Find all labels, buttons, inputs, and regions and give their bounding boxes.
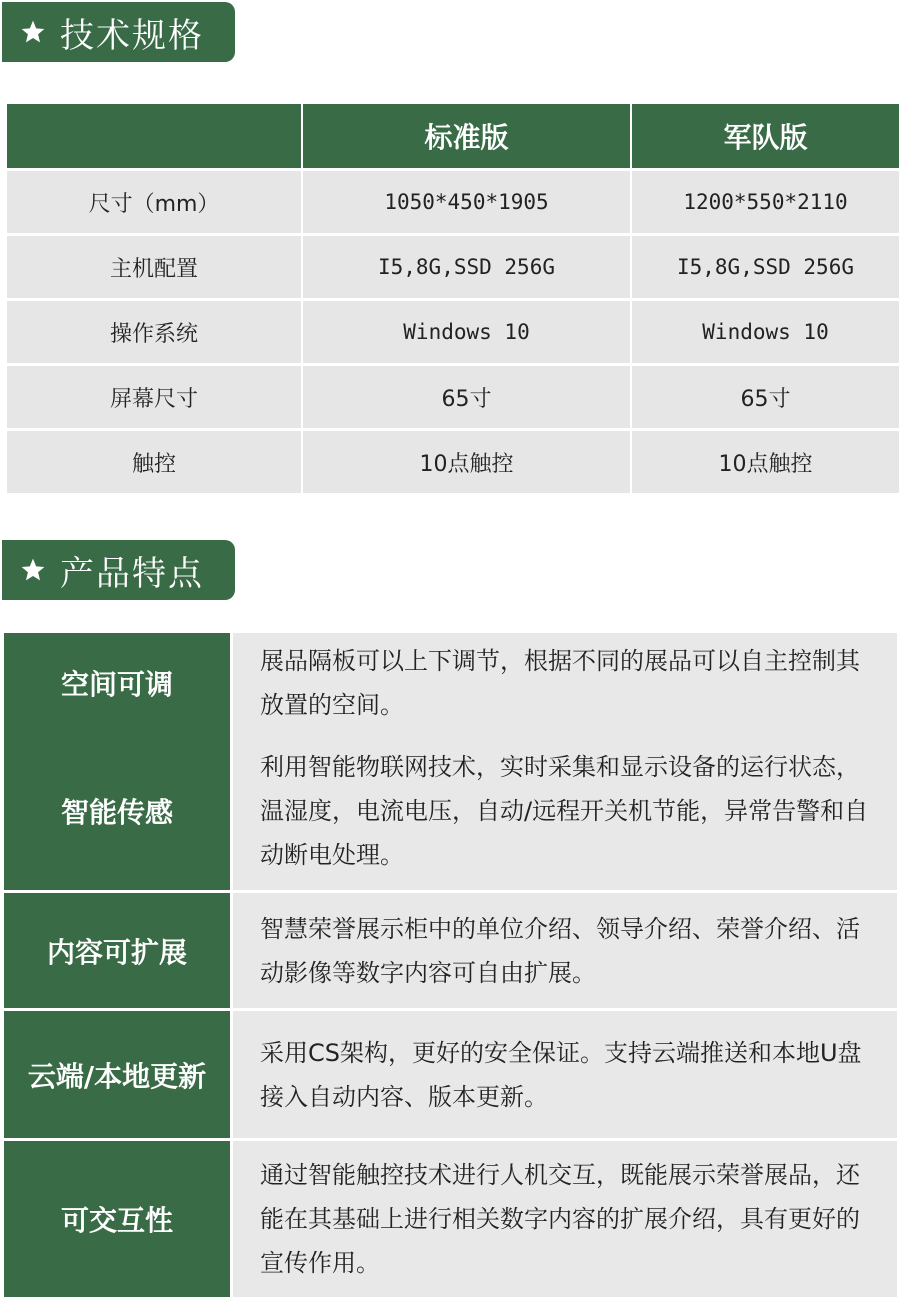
spec-military-value: 1200*550*2110 [632,171,899,233]
feature-row [4,893,898,1008]
section-title-spec-text: 技术规格 [60,15,204,56]
feature-label: 可交互性 [4,1141,230,1297]
spec-row-label: 尺寸（mm） [7,171,301,233]
spec-row-label: 屏幕尺寸 [7,366,301,428]
spec-header-standard: 标准版 [303,104,630,168]
feature-description: 智慧荣誉展示柜中的单位介绍、领导介绍、荣誉介绍、活动影像等数字内容可自由扩展。 [233,893,897,1008]
feature-row [4,633,898,729]
spec-row-size [7,171,895,233]
spec-row-os [7,301,895,363]
feature-label: 内容可扩展 [4,893,230,1008]
feature-label: 空间可调 [4,633,230,733]
feature-row [4,732,898,890]
feature-row [4,1011,898,1138]
spec-military-value: 10点触控 [632,431,899,493]
feature-description: 展品隔板可以上下调节，根据不同的展品可以自主控制其放置的空间。 [233,633,897,733]
spec-row-label: 操作系统 [7,301,301,363]
spec-header-row [7,104,895,168]
spec-row-label: 触控 [7,431,301,493]
section-title-spec [2,2,235,62]
features-table [4,633,898,1300]
feature-description: 利用智能物联网技术，实时采集和显示设备的运行状态，温湿度，电流电压，自动/远程开关机节能，异常告警和自动断电处理。 [233,732,897,890]
feature-label: 云端/本地更新 [4,1011,230,1138]
feature-row [4,1141,898,1297]
spec-standard-value: 65寸 [303,366,630,428]
spec-standard-value: 10点触控 [303,431,630,493]
spec-row-label: 主机配置 [7,236,301,298]
section-title-features [2,540,235,600]
feature-description: 通过智能触控技术进行人机交互，既能展示荣誉展品，还能在其基础上进行相关数字内容的扩展介绍，具有更好的宣传作用。 [233,1141,897,1297]
spec-row-host [7,236,895,298]
star-icon [20,19,46,45]
spec-header-empty [7,104,301,168]
spec-row-screen [7,366,895,428]
spec-military-value: Windows 10 [632,301,899,363]
spec-standard-value: 1050*450*1905 [303,171,630,233]
spec-header-military: 军队版 [632,104,899,168]
spec-row-touch [7,431,895,493]
spec-standard-value: Windows 10 [303,301,630,363]
feature-description: 采用CS架构，更好的安全保证。支持云端推送和本地U盘接入自动内容、版本更新。 [233,1011,897,1138]
star-icon [20,557,46,583]
feature-label: 智能传感 [4,732,230,890]
section-title-features-text: 产品特点 [60,553,204,594]
spec-military-value: 65寸 [632,366,899,428]
spec-table [7,104,895,496]
spec-military-value: I5,8G,SSD 256G [632,236,899,298]
spec-standard-value: I5,8G,SSD 256G [303,236,630,298]
